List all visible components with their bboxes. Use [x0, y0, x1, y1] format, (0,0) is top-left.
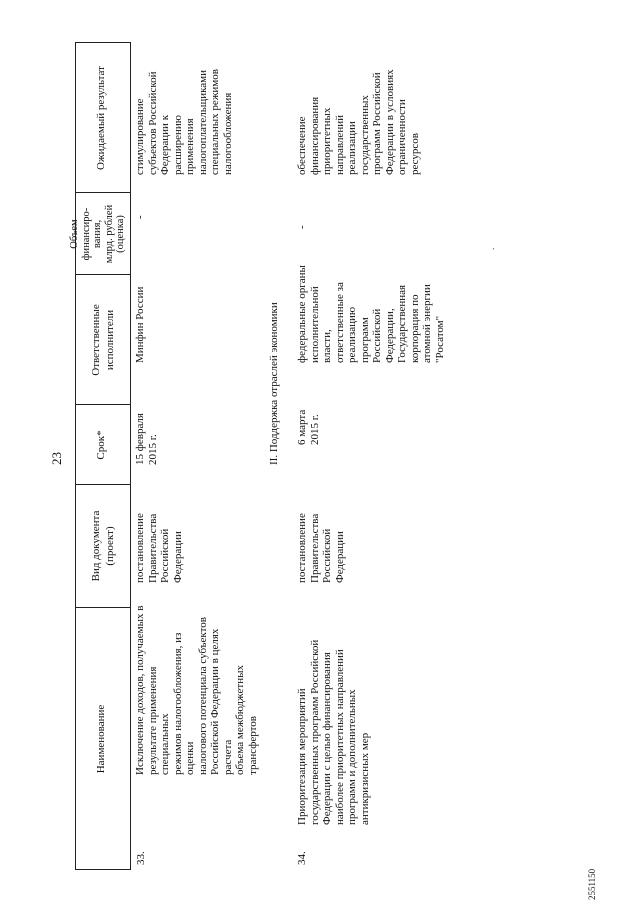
header-doc-type: Вид документа (проект) — [90, 510, 116, 582]
row-33-doc-type: постановление Правительства Российской Федерации — [134, 513, 184, 583]
col-line-2 — [75, 484, 130, 485]
row-33-funding: - — [134, 215, 146, 219]
row-34-name: Приоритезация мероприятий государственных программ Российской Федерации с целью финансирования наиболее приоритетных направлений программ и дополнительных антикризисных мер — [296, 639, 371, 825]
row-33-result: стимулирование субъектов Российской Федерации к расширению применения налогоплательщиками специальных режимов налогообложения — [134, 69, 234, 175]
col-line-5 — [75, 192, 130, 193]
header-executors: Ответственные исполнители — [90, 304, 116, 376]
stray-mark: . — [486, 247, 496, 250]
row-33-name: Исключение доходов, получаемых в результате применения специальных режимов налогообложения, из оценки налогового потенциала субъектов Российской Федерации в целях расчета объема межбюджетных трансфертов — [134, 605, 259, 775]
row-34-result: обеспечение финансирования приоритетных направлений реализации государственных программ Российской Федерации в условиях ограниченности ресурсов — [296, 69, 421, 175]
document-code: 2551150 — [587, 868, 597, 900]
row-33-term: 15 февраля 2015 г. — [134, 413, 159, 465]
row-34-doc-type: постановление Правительства Российской Федерации — [296, 513, 346, 583]
table-top-rule — [75, 42, 76, 870]
page-number: 23 — [49, 452, 64, 465]
row-34-funding: - — [296, 225, 308, 229]
header-name: Наименование — [95, 704, 107, 774]
row-34-number: 34. — [296, 851, 308, 865]
header-funding: Объем финансиро- вания, млрд. рублей (оценка) — [69, 204, 126, 264]
row-33-executors: Минфин России — [134, 286, 146, 363]
header-result: Ожидаемый результат — [95, 66, 107, 170]
col-line-3 — [75, 404, 130, 405]
row-33-number: 33. — [135, 851, 147, 865]
col-line-1 — [75, 607, 130, 608]
col-line-4 — [75, 274, 130, 275]
col-line-0 — [75, 869, 130, 870]
section-title: II. Поддержка отраслей экономики — [268, 302, 280, 465]
row-34-executors: федеральные органы исполнительной власти, ответственные за реализацию программ Российской Федерации, Государственная корпорация по атомной энергии "Росатом" — [296, 265, 446, 363]
header-term: Срок* — [95, 430, 107, 460]
col-line-6 — [75, 42, 130, 43]
header-bottom-rule — [130, 42, 131, 870]
row-34-term: 6 марта 2015 г. — [296, 409, 321, 445]
